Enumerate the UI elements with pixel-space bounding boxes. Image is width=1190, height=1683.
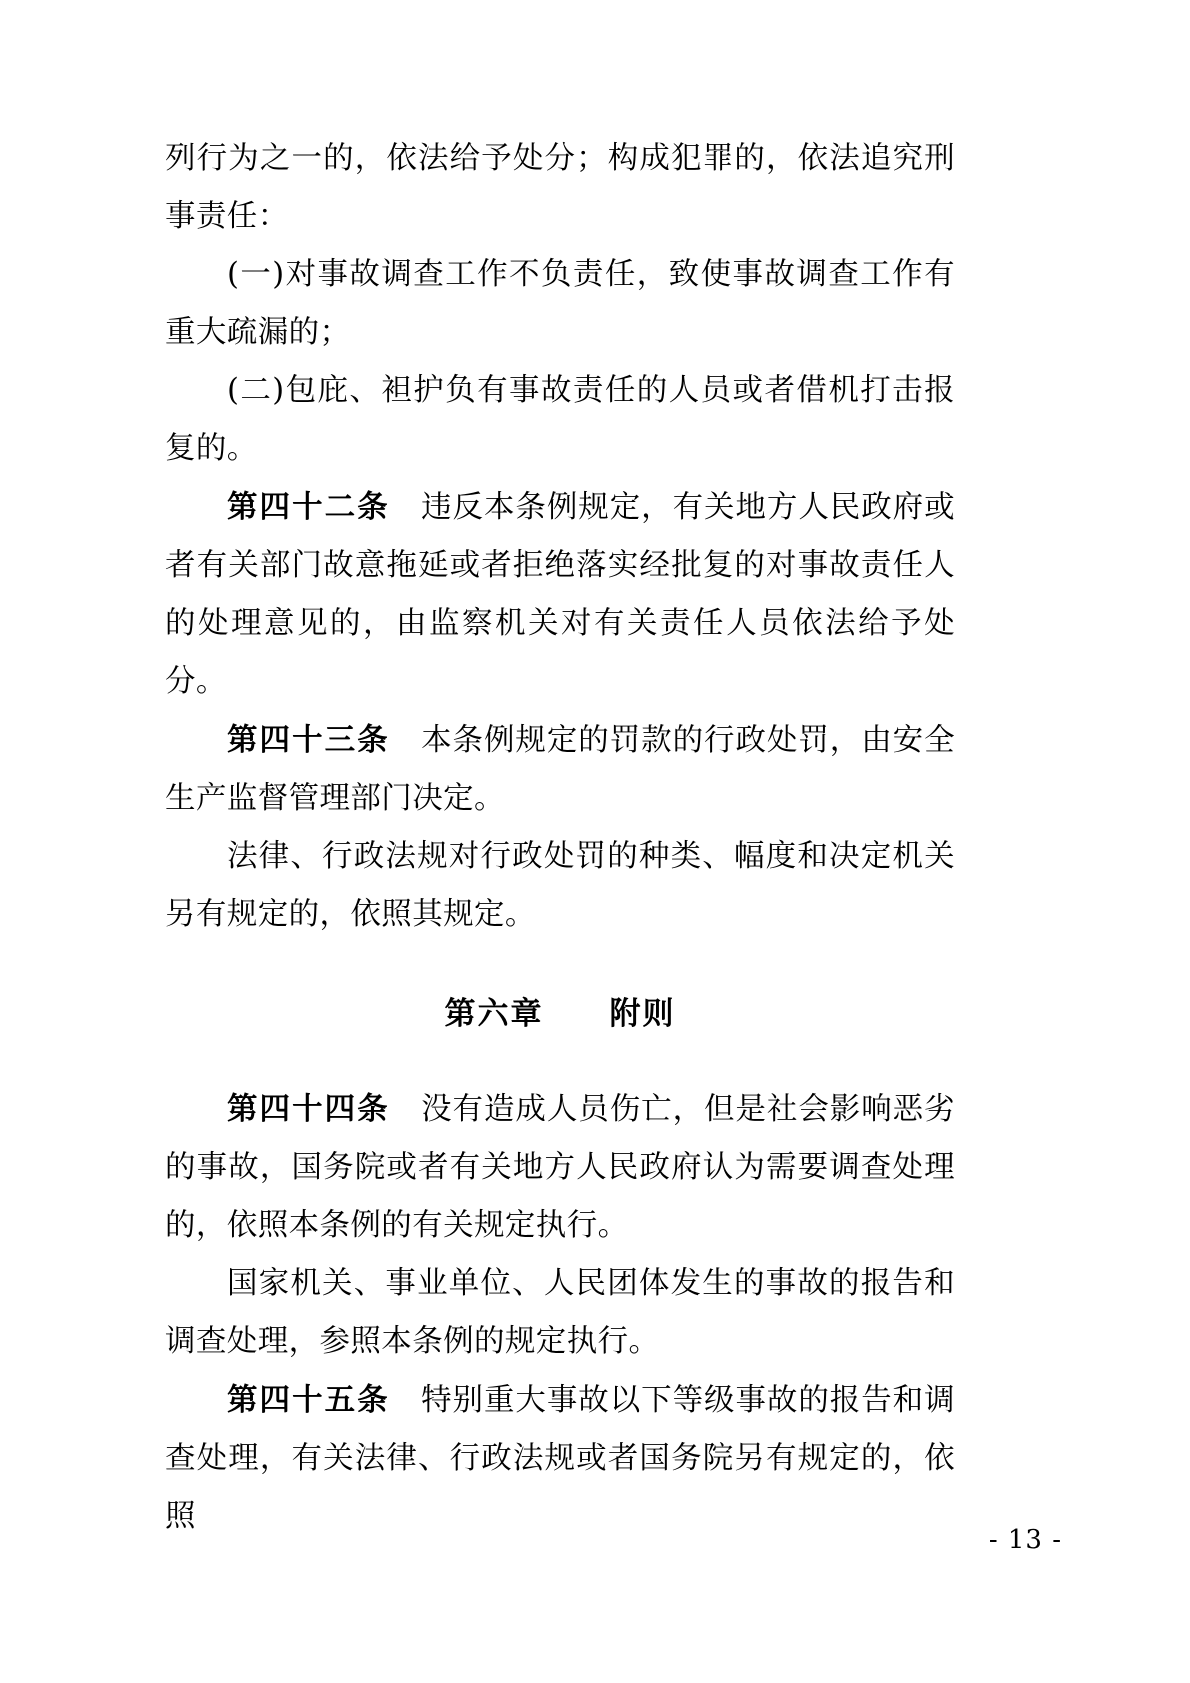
article-heading: 第四十三条	[227, 722, 390, 758]
article-paragraph	[165, 1371, 955, 1546]
paragraph: 国家机关、事业单位、人民团体发生的事故的报告和调查处理，参照本条例的规定执行。	[165, 1266, 955, 1359]
paragraph: 列行为之一的，依法给予处分；构成犯罪的，依法追究刑事责任：	[165, 141, 955, 234]
chapter-title: 第六章 附则	[444, 996, 676, 1032]
paragraph: (二)包庇、袒护负有事故责任的人员或者借机打击报复的。	[165, 373, 955, 466]
article-heading: 第四十二条	[227, 489, 390, 525]
article-paragraph	[165, 711, 955, 828]
article-heading: 第四十四条	[227, 1091, 390, 1127]
article-text: 特别重大事故以下等级事故的报告和调查处理，有关法律、行政法规或者国务院另有规定的，依照	[165, 1383, 956, 1534]
paragraph: (一)对事故调查工作不负责任，致使事故调查工作有重大疏漏的；	[165, 257, 955, 350]
document-body	[165, 130, 955, 1546]
article-text: 没有造成人员伤亡，但是社会影响恶劣的事故，国务院或者有关地方人民政府认为需要调查处理的，依照本条例的有关规定执行。	[165, 1092, 956, 1243]
article-paragraph	[165, 1080, 955, 1255]
article-paragraph	[165, 478, 955, 711]
article-heading: 第四十五条	[227, 1382, 390, 1418]
article-text: 本条例规定的罚款的行政处罚，由安全生产监督管理部门决定。	[165, 723, 956, 816]
article-text: 违反本条例规定，有关地方人民政府或者有关部门故意拖延或者拒绝落实经批复的对事故责任人的处理意见的，由监察机关对有关责任人员依法给予处分。	[165, 490, 956, 699]
paragraph: 法律、行政法规对行政处罚的种类、幅度和决定机关另有规定的，依照其规定。	[165, 839, 955, 932]
page-number: - 13 -	[988, 1525, 1062, 1555]
